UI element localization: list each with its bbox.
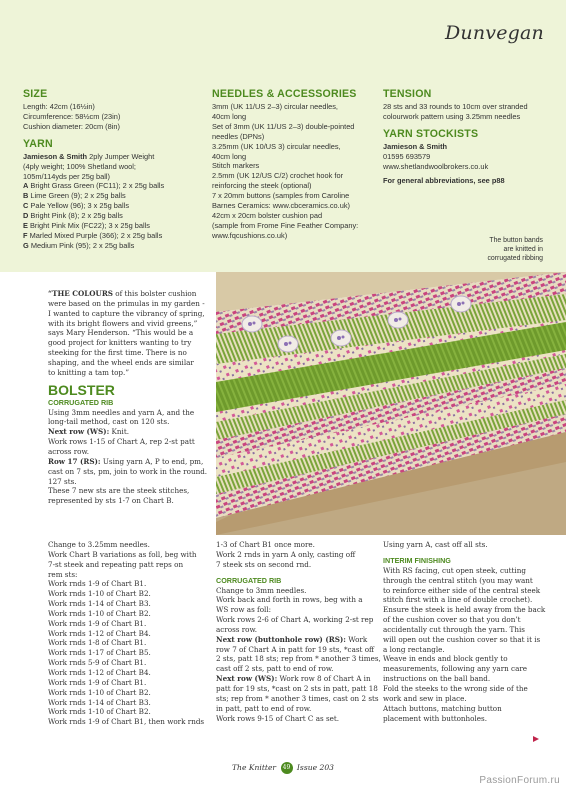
yarn-color-letter: A	[23, 181, 29, 191]
instruction-line: Ensure the steek is held away from the back	[383, 605, 546, 615]
yarn-color-text: Lime Green (9); 2 x 25g balls	[30, 191, 126, 201]
yarn-brand-line	[23, 152, 203, 162]
instruction-line: stitch first with a line of double crochet).	[383, 595, 533, 605]
bolster-cushion-photo	[216, 272, 566, 535]
yarn-color-letter: F	[23, 230, 28, 240]
instruction-line: 1-3 of Chart B1 once more.	[216, 540, 315, 549]
instruction-line: placement with buttonholes.	[383, 713, 488, 723]
instruction-line: Work rnds 1-12 of Chart B4.	[48, 667, 151, 677]
yarn-desc: (4ply weight; 100% Shetland wool;	[23, 161, 136, 171]
instruction-line: accidentally cut through the yarn. This	[383, 624, 525, 634]
instruction-line: Work back and forth in rows, beg with a	[216, 595, 363, 605]
needles-line: 42cm x 20cm bolster cushion pad	[212, 210, 323, 220]
instruction-line: Change to 3mm needles.	[216, 585, 307, 595]
instruction-line	[216, 635, 378, 645]
needles-line: 3mm (UK 11/US 2–3) circular needles,	[212, 102, 338, 111]
intro-line	[48, 289, 213, 299]
instruction-line: Attach buttons, matching button	[383, 703, 502, 713]
size-line: Circumference: 58½cm (23in)	[23, 111, 121, 121]
intro-line: says Mary Henderson. “This would be a	[48, 328, 194, 338]
instruction-line: Work rnds 1-9 of Chart B1, then work rnds	[48, 717, 205, 727]
instruction-line: rem sts:	[48, 569, 78, 579]
instruction-line: 2 sts, patt 18 sts; rep from * another 3 times,	[216, 654, 381, 664]
yarn-color-letter: C	[23, 201, 29, 211]
instruction-text: Using yarn A, P to end, pm,	[100, 456, 204, 466]
caption-line: corrugated ribbing	[487, 255, 543, 262]
size-line: Length: 42cm (16½in)	[23, 102, 95, 111]
instruction-line: Work rnds 1-9 of Chart B1.	[48, 618, 147, 628]
tension-line: colourwork pattern using 3.25mm needles	[383, 111, 521, 121]
instruction-line: Fold the steeks to the wrong side of the	[383, 683, 528, 693]
instruction-line: work and sew in place.	[383, 693, 467, 703]
instruction-line: Work rnds 1-9 of Chart B1.	[48, 677, 147, 687]
instruction-line: Work 2 rnds in yarn A only, casting off	[216, 549, 356, 559]
instruction-line: Work rnds 1-14 of Chart B3.	[48, 599, 151, 609]
instruction-line: patt for 19 sts, *cast on 2 sts in patt, patt 18	[216, 683, 378, 693]
instruction-text: Knit.	[109, 427, 130, 437]
instruction-line: to reinforce either side of the central steek	[383, 585, 541, 595]
bolster-heading: BOLSTER	[48, 381, 115, 398]
intro-first-line-rest: of this bolster cushion	[112, 289, 197, 298]
instruction-bold: Next row (WS):	[216, 674, 278, 684]
instruction-line: Using 3mm needles and yarn A, and the	[48, 407, 195, 417]
instruction-line	[216, 674, 378, 684]
needles-line: www.fqcushions.co.uk)	[212, 230, 288, 240]
instruction-line: Work rnds 1-8 of Chart B1.	[48, 638, 147, 648]
yarn-color-letter: D	[23, 211, 29, 221]
instruction-line: sts; rep from * another 3 times, cast on 2 sts	[216, 693, 379, 703]
yarn-heading: YARN	[23, 137, 53, 150]
yarn-color-text: Marled Mixed Purple (366); 2 x 25g balls	[29, 230, 163, 240]
instruction-line: in patt, patt to end of row.	[216, 703, 312, 713]
intro-and-bolster-column	[48, 289, 213, 506]
size-heading: SIZE	[23, 88, 48, 100]
needles-heading: NEEDLES & ACCESSORIES	[212, 88, 357, 100]
instruction-line: With RS facing, cut open steek, cutting	[383, 565, 526, 575]
instruction-line: represented by sts 1-7 on Chart B.	[48, 496, 174, 506]
needles-line: 2.5mm (UK 12/US C/2) crochet hook for	[212, 171, 344, 181]
yarn-desc: 105m/114yds per 25g ball)	[23, 171, 110, 181]
pattern-name: Dunvegan	[444, 22, 544, 44]
yarn-brand: Jamieson & Smith	[23, 151, 88, 161]
spec-column-needles	[212, 88, 377, 241]
page-footer	[0, 762, 566, 774]
yarn-color-letter: G	[23, 240, 29, 250]
instruction-line: row 7 of Chart A in patt for 19 sts, *cast off	[216, 644, 375, 654]
caption-line: The button bands	[489, 237, 543, 244]
instruction-line: Work rnds 5-9 of Chart B1.	[48, 658, 147, 668]
instruction-line: 127 sts.	[48, 476, 77, 486]
instruction-line: instructions on the ball band.	[383, 674, 491, 684]
chart-b-column	[48, 540, 213, 727]
corrugated-rib-heading: CORRUGATED RIB	[48, 397, 114, 407]
instruction-line: These 7 new sts are the steek stitches,	[48, 486, 190, 496]
instruction-line: Work rnds 1-17 of Chart B5.	[48, 648, 151, 658]
instruction-line: measurements, following any yarn care	[383, 664, 528, 674]
watermark: PassionForum.ru	[479, 775, 560, 786]
instruction-line: across row.	[216, 624, 258, 634]
instruction-line: Work Chart B variations as foll, beg with	[48, 549, 197, 559]
intro-line: steeking for the first time. There is no	[48, 348, 187, 358]
instruction-line: Work rnds 1-9 of Chart B1.	[48, 579, 147, 589]
size-line: Cushion diameter: 20cm (8in)	[23, 121, 120, 131]
spec-column-tension	[383, 88, 553, 185]
stockist-name: Jamieson & Smith	[383, 141, 448, 151]
needles-line: Set of 3mm (UK 11/US 2–3) double-pointed	[212, 121, 355, 131]
intro-line: were based on the primulas in my garden -	[48, 298, 205, 308]
instruction-line: Work rnds 1-12 of Chart B4.	[48, 628, 151, 638]
needles-line: needles (DPNs)	[212, 131, 265, 141]
instruction-line	[48, 427, 213, 437]
yarn-color-item	[23, 211, 203, 221]
corrugated-rib-heading: CORRUGATED RIB	[216, 575, 282, 585]
instruction-line: Work rnds 1-10 of Chart B2.	[48, 589, 151, 599]
needles-line: Barnes Ceramics: www.cbceramics.co.uk)	[212, 201, 350, 211]
needles-line: Stitch markers	[212, 161, 260, 171]
intro-lead-in: “THE COLOURS	[48, 289, 113, 298]
yarn-color-item	[23, 201, 203, 211]
yarn-color-text: Pale Yellow (96); 3 x 25g balls	[30, 201, 130, 211]
yarn-color-text: Bright Grass Green (FC11); 2 x 25g balls	[30, 181, 165, 191]
needles-line: 3.25mm (UK 10/US 3) circular needles,	[212, 141, 341, 151]
interim-finishing-heading: INTERIM FINISHING	[383, 555, 451, 565]
needles-line: 7 x 20mm buttons (samples from Caroline	[212, 191, 350, 201]
yarn-color-text: Bright Pink Mix (FC22); 3 x 25g balls	[30, 221, 150, 231]
instruction-line: through the central stitch (you may want	[383, 575, 533, 585]
bolster-cushion-illustration	[216, 272, 566, 535]
yarn-color-item	[23, 191, 203, 201]
needles-line: (sample from Frome Fine Feather Company:	[212, 220, 359, 230]
yarn-color-item	[23, 181, 203, 191]
instruction-line: 7-st steek and repeating patt reps on	[48, 559, 184, 569]
tension-heading: TENSION	[383, 88, 432, 100]
instruction-line: Work rnds 1-10 of Chart B2.	[48, 687, 151, 697]
instruction-line: Work rows 9-15 of Chart C as set.	[216, 713, 340, 723]
instruction-line: Using yarn A, cast off all sts.	[383, 540, 488, 549]
yarn-color-item	[23, 231, 203, 241]
instruction-bold: Next row (buttonhole row) (RS):	[216, 634, 346, 644]
instruction-line: cast off 2 sts, patt to end of row.	[216, 664, 334, 674]
instruction-line: Weave in ends and block gently to	[383, 654, 508, 664]
issue-number: Issue 203	[296, 763, 335, 772]
intro-line: to knitting a tam top.”	[48, 367, 129, 377]
tension-line: 28 sts and 33 rounds to 10cm over stranded	[383, 102, 528, 111]
photo-caption	[413, 236, 543, 263]
instruction-line: of the cushion cover so that you don’t	[383, 615, 521, 625]
instruction-line: across row.	[48, 446, 90, 456]
page-number: 49	[281, 762, 293, 774]
instruction-bold: Row 17 (RS):	[48, 456, 101, 466]
abbreviations-note: For general abbreviations, see p88	[383, 175, 505, 185]
instruction-line: Work rnds 1-10 of Chart B2.	[48, 707, 151, 717]
caption-line: are knitted in	[503, 246, 543, 253]
needles-line: 40cm long	[212, 151, 247, 161]
yarn-color-letter: B	[23, 191, 29, 201]
instruction-line: Work rnds 1-10 of Chart B2.	[48, 608, 151, 618]
yarn-desc: 2ply Jumper Weight	[89, 151, 155, 161]
instruction-line: 7 steek sts on second rnd.	[216, 559, 312, 569]
stockist-website: www.shetlandwoolbrokers.co.uk	[383, 161, 489, 171]
instruction-line: Work rows 1-15 of Chart A, rep 2-st patt	[48, 437, 195, 447]
instruction-text: Work	[345, 634, 368, 644]
instruction-line: long-tail method, cast on 120 sts.	[48, 417, 170, 427]
continue-arrow-icon	[533, 736, 539, 742]
stockists-heading: YARN STOCKISTS	[383, 127, 479, 140]
needles-line: 40cm long	[212, 111, 247, 121]
needles-line: reinforcing the steek (optional)	[212, 181, 312, 191]
magazine-name: The Knitter	[231, 763, 277, 772]
instruction-line: cast on 7 sts, pm, join to work in the round.	[48, 466, 208, 476]
instruction-line: Change to 3.25mm needles.	[48, 540, 150, 549]
instruction-bold: Next row (WS):	[48, 427, 110, 437]
instruction-line	[48, 457, 213, 467]
stockist-phone: 01595 693579	[383, 151, 431, 161]
yarn-color-item	[23, 221, 203, 231]
instruction-line: will open out the cushion cover so that it is	[383, 634, 541, 644]
instruction-line: a long rectangle.	[383, 644, 445, 654]
intro-line: shaping, and the wheel ends are similar	[48, 357, 194, 367]
instruction-text: Work row 8 of Chart A in	[277, 674, 371, 684]
intro-line: with its bright flowers and vivid greens,”	[48, 318, 198, 328]
instruction-line: WS row as foll:	[216, 605, 272, 615]
spec-column-size-yarn	[23, 88, 203, 251]
yarn-color-item	[23, 241, 203, 251]
instruction-line: Work rows 2-6 of Chart A, working 2-st rep	[216, 615, 374, 625]
intro-line: good project for knitters wanting to try	[48, 338, 192, 348]
rib-column	[216, 540, 381, 723]
intro-line: I wanted to capture the vibrancy of spring,	[48, 308, 205, 318]
yarn-color-letter: E	[23, 221, 28, 231]
finishing-column	[383, 540, 553, 723]
yarn-color-text: Medium Pink (95); 2 x 25g balls	[30, 240, 135, 250]
yarn-color-text: Bright Pink (8); 2 x 25g balls	[30, 211, 123, 221]
instruction-line: Work rnds 1-14 of Chart B3.	[48, 697, 151, 707]
